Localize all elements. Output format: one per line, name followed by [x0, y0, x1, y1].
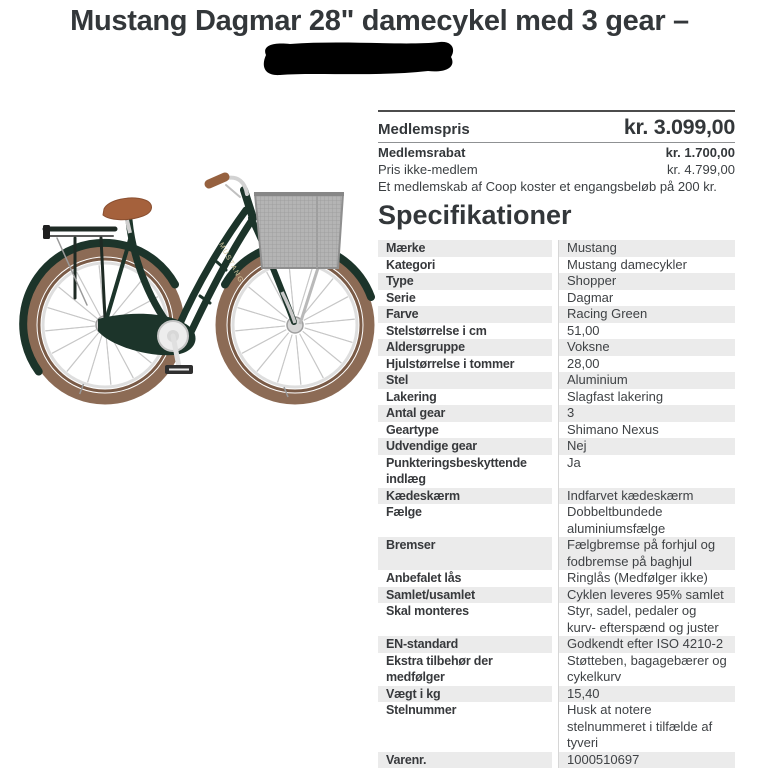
- spec-label: Vægt i kg: [378, 686, 552, 703]
- saddle: [103, 198, 152, 220]
- spec-row: [378, 587, 735, 604]
- member-price-row: [378, 110, 735, 142]
- spec-label: Lakering: [378, 389, 552, 406]
- spec-row: [378, 636, 735, 653]
- spec-label: Aldersgruppe: [378, 339, 552, 356]
- page-title: [0, 4, 759, 38]
- spec-value: Slagfast lakering: [558, 389, 735, 406]
- spec-label: Type: [378, 273, 552, 290]
- non-member-price-value: kr. 4.799,00: [667, 162, 735, 177]
- spec-row: [378, 273, 735, 290]
- spec-row: [378, 504, 735, 537]
- spec-row: [378, 686, 735, 703]
- member-price-label: Medlemspris: [378, 121, 470, 138]
- front-wheel: [221, 251, 369, 399]
- spec-value: Dobbeltbundede aluminiumsfælge: [558, 504, 735, 537]
- spec-label: Bremser: [378, 537, 552, 570]
- spec-label: Mærke: [378, 240, 552, 257]
- spec-label: Skal monteres: [378, 603, 552, 636]
- spec-label: Kategori: [378, 257, 552, 274]
- spec-value: Ringlås (Medfølger ikke): [558, 570, 735, 587]
- non-member-price-label: Pris ikke-medlem: [378, 162, 478, 177]
- spec-row: [378, 438, 735, 455]
- spec-label: Antal gear: [378, 405, 552, 422]
- product-info-panel: [378, 110, 735, 768]
- spec-label: Ekstra tilbehør der medfølger: [378, 653, 552, 686]
- spec-row: [378, 257, 735, 274]
- spec-value: Shimano Nexus: [558, 422, 735, 439]
- spec-row: [378, 537, 735, 570]
- redaction-scribble: [256, 39, 456, 77]
- spec-value: Styr, sadel, pedaler og kurv- efterspænd og juster: [558, 603, 735, 636]
- spec-row: [378, 752, 735, 768]
- chain-guard: [98, 314, 196, 374]
- spec-label: Udvendige gear: [378, 438, 552, 455]
- spec-label: Stelnummer: [378, 702, 552, 752]
- page-title-text: Mustang Dagmar 28" damecykel med 3 gear –: [70, 5, 689, 37]
- spec-row: [378, 290, 735, 307]
- spec-value: 28,00: [558, 356, 735, 373]
- product-image-bike: [12, 140, 372, 412]
- frame-logo-text: MUSTANG: [217, 242, 244, 285]
- spec-label: Stel: [378, 372, 552, 389]
- spec-row: [378, 422, 735, 439]
- spec-row: [378, 653, 735, 686]
- specifications-heading: Specifikationer: [378, 200, 735, 231]
- spec-value: 1000510697: [558, 752, 735, 768]
- spec-row: [378, 356, 735, 373]
- spec-value: Nej: [558, 438, 735, 455]
- spec-label: Fælge: [378, 504, 552, 537]
- spec-row: [378, 323, 735, 340]
- spec-row: [378, 702, 735, 752]
- redacted-text-blob: [256, 39, 456, 77]
- member-discount-value: kr. 1.700,00: [666, 145, 735, 160]
- spec-row: [378, 488, 735, 505]
- handlebar-grip: [209, 177, 225, 184]
- member-discount-row: [378, 143, 735, 160]
- spec-value: 51,00: [558, 323, 735, 340]
- spec-label: EN-standard: [378, 636, 552, 653]
- spec-value: Mustang damecykler: [558, 257, 735, 274]
- spec-row: [378, 240, 735, 257]
- spec-value: Godkendt efter ISO 4210-2: [558, 636, 735, 653]
- non-member-price-row: [378, 160, 735, 177]
- spec-label: Hjulstørrelse i tommer: [378, 356, 552, 373]
- spec-label: Samlet/usamlet: [378, 587, 552, 604]
- spec-row: [378, 455, 735, 488]
- spec-value: 15,40: [558, 686, 735, 703]
- spec-row: [378, 389, 735, 406]
- spec-value: Mustang: [558, 240, 735, 257]
- spec-label: Varenr.: [378, 752, 552, 768]
- spec-label: Serie: [378, 290, 552, 307]
- spec-row: [378, 603, 735, 636]
- member-discount-label: Medlemsrabat: [378, 145, 465, 160]
- spec-value: 3: [558, 405, 735, 422]
- spec-row: [378, 372, 735, 389]
- spec-value: Fælgbremse på forhjul og fodbremse på baghjul: [558, 537, 735, 570]
- spec-value: Dagmar: [558, 290, 735, 307]
- spec-value: Støtteben, bagagebærer og cykelkurv: [558, 653, 735, 686]
- spec-label: Kædeskærm: [378, 488, 552, 505]
- spec-row: [378, 306, 735, 323]
- spec-label: Geartype: [378, 422, 552, 439]
- spec-label: Punkteringsbeskyttende indlæg: [378, 455, 552, 488]
- spec-row: [378, 405, 735, 422]
- spec-label: Anbefalet lås: [378, 570, 552, 587]
- spec-value: Indfarvet kædeskærm: [558, 488, 735, 505]
- spec-label: Stelstørrelse i cm: [378, 323, 552, 340]
- spec-row: [378, 339, 735, 356]
- spec-value: Husk at notere stelnummeret i tilfælde af tyveri: [558, 702, 735, 752]
- front-basket: [254, 194, 344, 324]
- spec-value: Cyklen leveres 95% samlet: [558, 587, 735, 604]
- spec-row: [378, 570, 735, 587]
- spec-value: Voksne: [558, 339, 735, 356]
- spec-value: Racing Green: [558, 306, 735, 323]
- membership-note: Et medlemskab af Coop koster et engangsbeløb på 200 kr.: [378, 177, 735, 194]
- specifications-table: [378, 240, 735, 768]
- spec-value: Shopper: [558, 273, 735, 290]
- spec-value: Ja: [558, 455, 735, 488]
- spec-label: Farve: [378, 306, 552, 323]
- spec-value: Aluminium: [558, 372, 735, 389]
- member-price-value: kr. 3.099,00: [624, 115, 735, 139]
